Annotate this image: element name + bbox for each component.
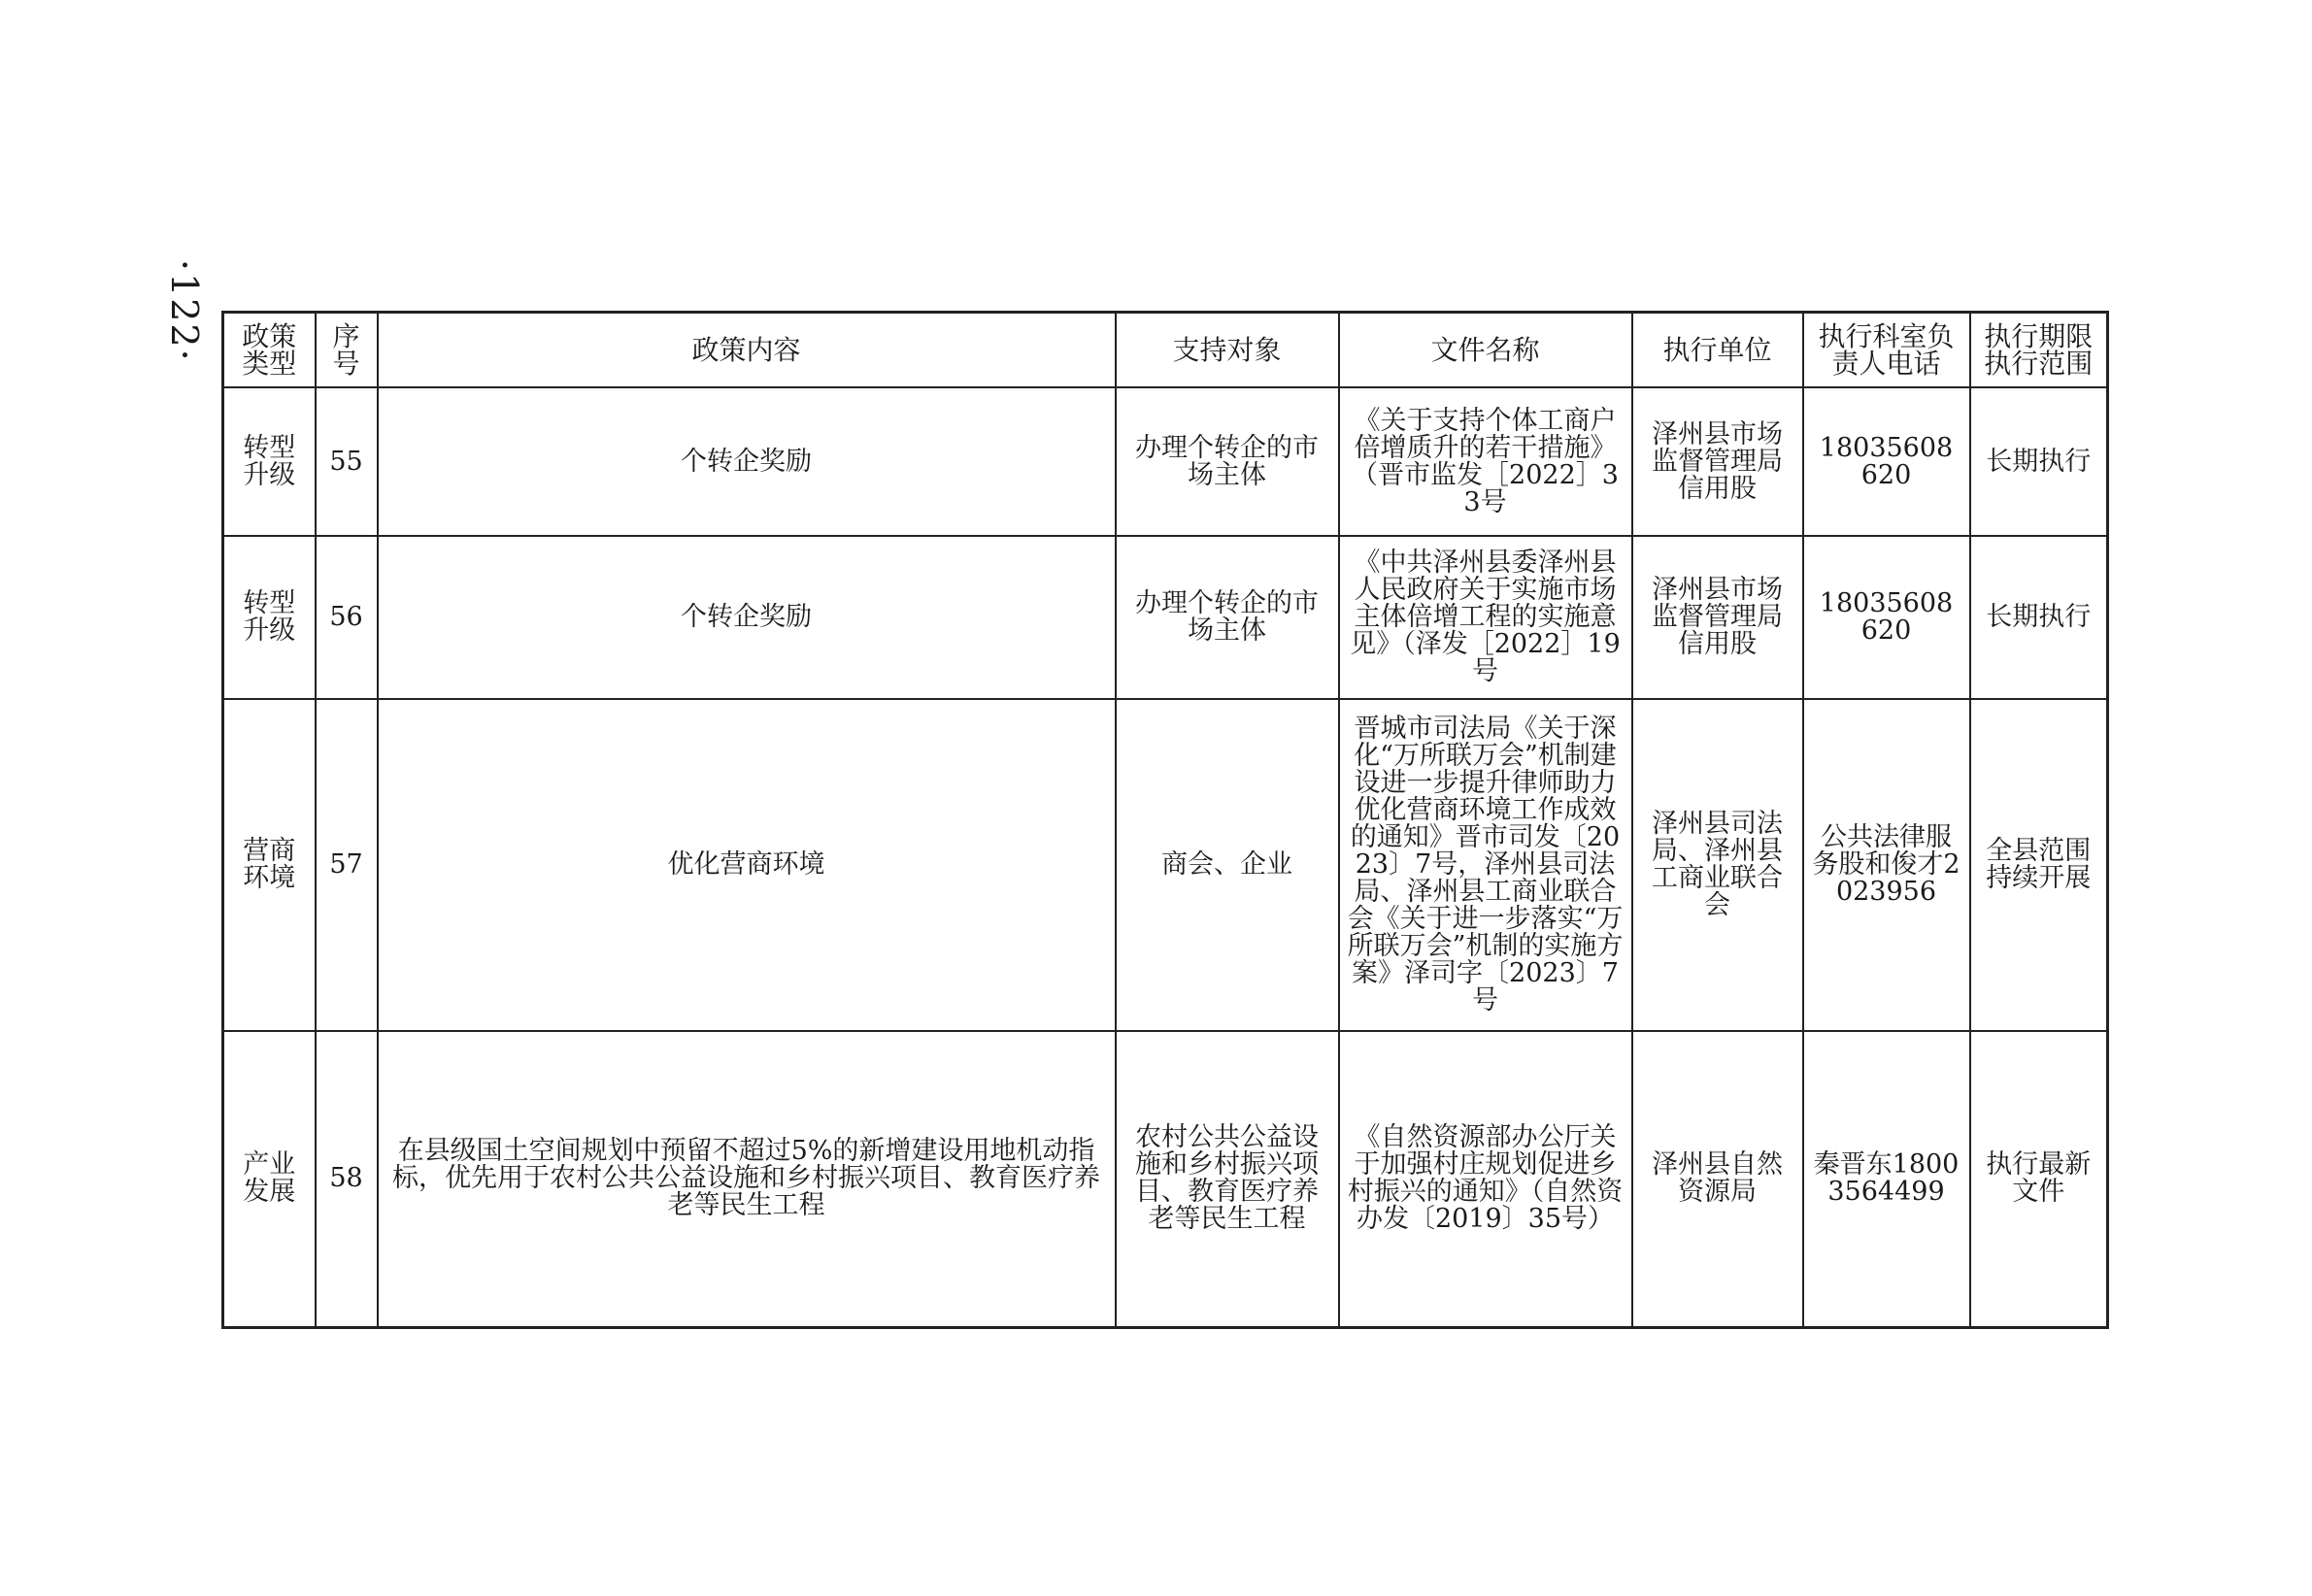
cell-contact: 秦晋东18003564499 [1803, 1031, 1970, 1327]
cell-document: 《关于支持个体工商户倍增质升的若干措施》（晋市监发［2022］33号 [1339, 387, 1632, 536]
cell-type: 产业发展 [223, 1031, 316, 1327]
header-document: 文件名称 [1339, 313, 1632, 388]
cell-content: 个转企奖励 [378, 536, 1116, 699]
header-target: 支持对象 [1116, 313, 1339, 388]
table-row [223, 699, 2108, 1031]
header-scope: 执行期限执行范围 [1970, 313, 2108, 388]
cell-scope: 全县范围持续开展 [1970, 699, 2108, 1031]
cell-no: 58 [316, 1031, 378, 1327]
cell-unit: 泽州县自然资源局 [1632, 1031, 1803, 1327]
table-header-row [223, 313, 2108, 388]
cell-no: 56 [316, 536, 378, 699]
cell-content: 在县级国土空间规划中预留不超过5%的新增建设用地机动指标，优先用于农村公共公益设施和乡村振兴项目、教育医疗养老等民生工程 [378, 1031, 1116, 1327]
cell-unit: 泽州县司法局、泽州县工商业联合会 [1632, 699, 1803, 1031]
header-no: 序号 [316, 313, 378, 388]
cell-type: 转型升级 [223, 387, 316, 536]
cell-target: 办理个转企的市场主体 [1116, 536, 1339, 699]
header-content: 政策内容 [378, 313, 1116, 388]
header-type: 政策类型 [223, 313, 316, 388]
cell-contact: 公共法律服务股和俊才2023956 [1803, 699, 1970, 1031]
cell-unit: 泽州县市场监督管理局信用股 [1632, 387, 1803, 536]
cell-type: 转型升级 [223, 536, 316, 699]
policy-table [221, 311, 2109, 1329]
cell-document: 《自然资源部办公厅关于加强村庄规划促进乡村振兴的通知》（自然资办发〔2019〕35号） [1339, 1031, 1632, 1327]
cell-scope: 长期执行 [1970, 536, 2108, 699]
cell-contact: 18035608620 [1803, 536, 1970, 699]
header-unit: 执行单位 [1632, 313, 1803, 388]
cell-target: 办理个转企的市场主体 [1116, 387, 1339, 536]
cell-contact: 18035608620 [1803, 387, 1970, 536]
cell-content: 个转企奖励 [378, 387, 1116, 536]
page-number: ·122· [163, 258, 206, 363]
cell-target: 农村公共公益设施和乡村振兴项目、教育医疗养老等民生工程 [1116, 1031, 1339, 1327]
cell-scope: 长期执行 [1970, 387, 2108, 536]
cell-no: 55 [316, 387, 378, 536]
table-row [223, 1031, 2108, 1327]
cell-document: 《中共泽州县委泽州县人民政府关于实施市场主体倍增工程的实施意见》（泽发［2022］19号 [1339, 536, 1632, 699]
cell-document: 晋城市司法局《关于深化“万所联万会”机制建设进一步提升律师助力优化营商环境工作成效的通知》晋市司发〔2023〕7号，泽州县司法局、泽州县工商业联合会《关于进一步落实“万所联万会”机制的实施方案》泽司字〔2023〕7号 [1339, 699, 1632, 1031]
cell-unit: 泽州县市场监督管理局信用股 [1632, 536, 1803, 699]
table-row [223, 536, 2108, 699]
cell-no: 57 [316, 699, 378, 1031]
table-row [223, 387, 2108, 536]
cell-type: 营商环境 [223, 699, 316, 1031]
header-contact: 执行科室负责人电话 [1803, 313, 1970, 388]
cell-target: 商会、企业 [1116, 699, 1339, 1031]
cell-scope: 执行最新文件 [1970, 1031, 2108, 1327]
cell-content: 优化营商环境 [378, 699, 1116, 1031]
